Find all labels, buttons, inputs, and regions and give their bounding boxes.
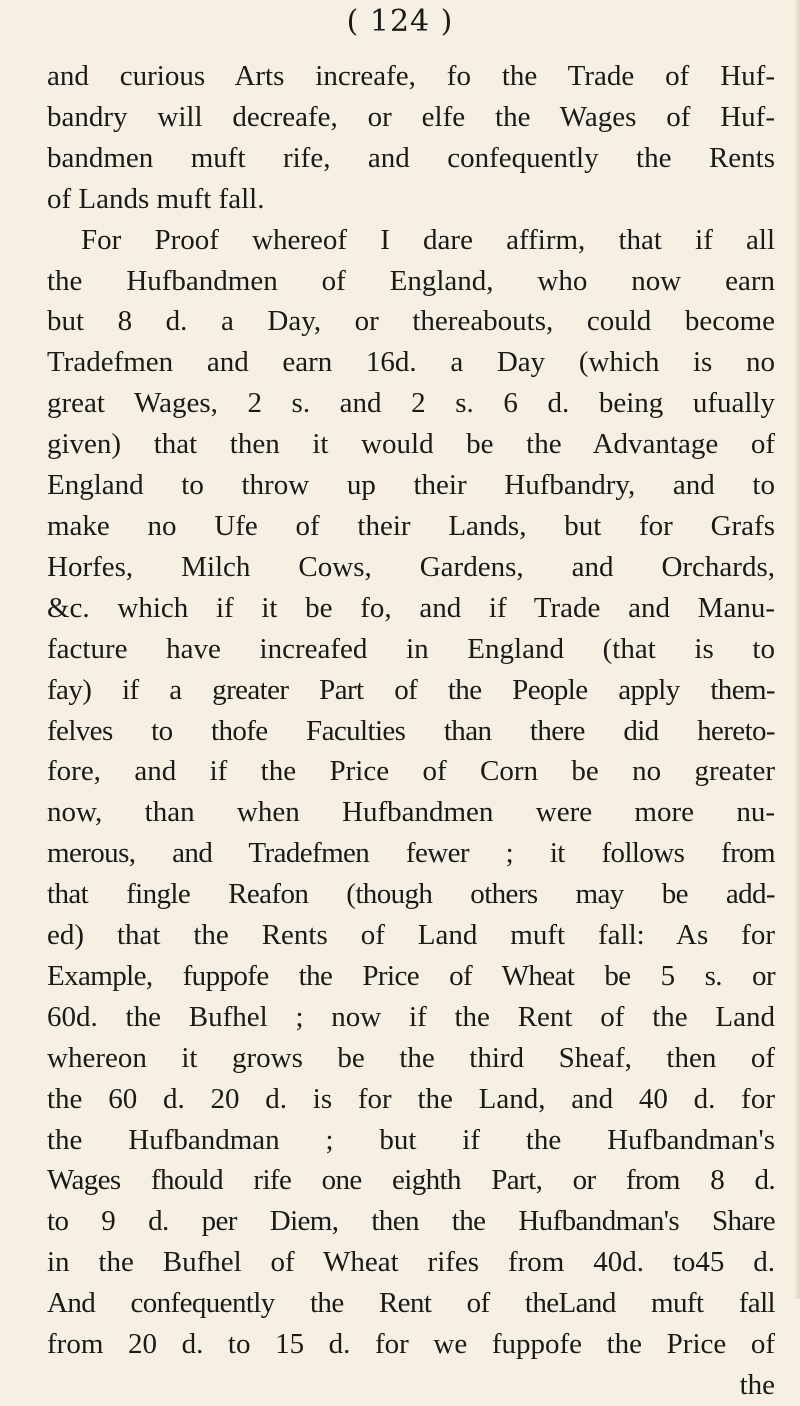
text-line: to 9 d. per Diem, then the Hufbandman's Share <box>47 1205 775 1238</box>
text-line: ed) that the Rents of Land muft fall: As for <box>47 919 775 952</box>
text-line: merous, and Tradefmen fewer ; it follows from <box>47 837 775 870</box>
text-line: bandmen muft rife, and confequently the Rents <box>47 141 775 174</box>
text-line: and curious Arts increafe, fo the Trade of Huf- <box>47 60 775 92</box>
text-line: make no Ufe of their Lands, but for Grafs <box>47 509 775 542</box>
text-line: but 8 d. a Day, or thereabouts, could become <box>47 305 775 338</box>
catchword: the <box>739 1369 775 1401</box>
text-line: the 60 d. 20 d. is for the Land, and 40 d. for <box>47 1082 775 1115</box>
text-line: &c. which if it be fo, and if Trade and Manu- <box>47 591 775 624</box>
text-line: in the Bufhel of Wheat rifes from 40d. to45 d. <box>47 1246 775 1279</box>
text-line: felves to thofe Faculties than there did hereto- <box>47 714 775 747</box>
text-line: of Lands muft fall. <box>47 182 265 215</box>
text-line: bandry will decreafe, or elfe the Wages of Huf- <box>47 100 775 133</box>
text-line: facture have increafed in England (that is to <box>47 632 775 665</box>
text-line: the Hufbandmen of England, who now earn <box>47 264 775 297</box>
text-line: given) that then it would be the Advantage of <box>47 428 775 461</box>
text-line: For Proof whereof I dare affirm, that if all <box>81 223 775 256</box>
body-text <box>47 56 775 1406</box>
page-edge-shadow <box>794 0 800 1299</box>
text-line: the Hufbandman ; but if the Hufbandman's <box>47 1123 775 1156</box>
text-line: Tradefmen and earn 16d. a Day (which is no <box>47 346 775 379</box>
text-line: 60d. the Bufhel ; now if the Rent of the Land <box>47 1000 775 1033</box>
text-line: whereon it grows be the third Sheaf, then of <box>47 1041 775 1074</box>
text-line: And confequently the Rent of theLand muft fall <box>47 1287 775 1320</box>
text-line: that fingle Reafon (though others may be add- <box>47 878 775 911</box>
text-line: Wages fhould rife one eighth Part, or from 8 d. <box>47 1164 775 1197</box>
page-number: ( 124 ) <box>346 4 454 39</box>
text-line: fore, and if the Price of Corn be no greater <box>47 755 775 788</box>
text-line: great Wages, 2 s. and 2 s. 6 d. being ufually <box>47 387 775 420</box>
text-line: Example, fuppofe the Price of Wheat be 5 s. or <box>47 959 775 992</box>
text-line: England to throw up their Hufbandry, and to <box>47 469 775 502</box>
text-line: fay) if a greater Part of the People apply them- <box>47 673 775 706</box>
text-line: from 20 d. to 15 d. for we fuppofe the Price of <box>47 1328 775 1361</box>
text-line: Horfes, Milch Cows, Gardens, and Orchards, <box>47 550 775 583</box>
text-line: now, than when Hufbandmen were more nu- <box>47 796 775 829</box>
